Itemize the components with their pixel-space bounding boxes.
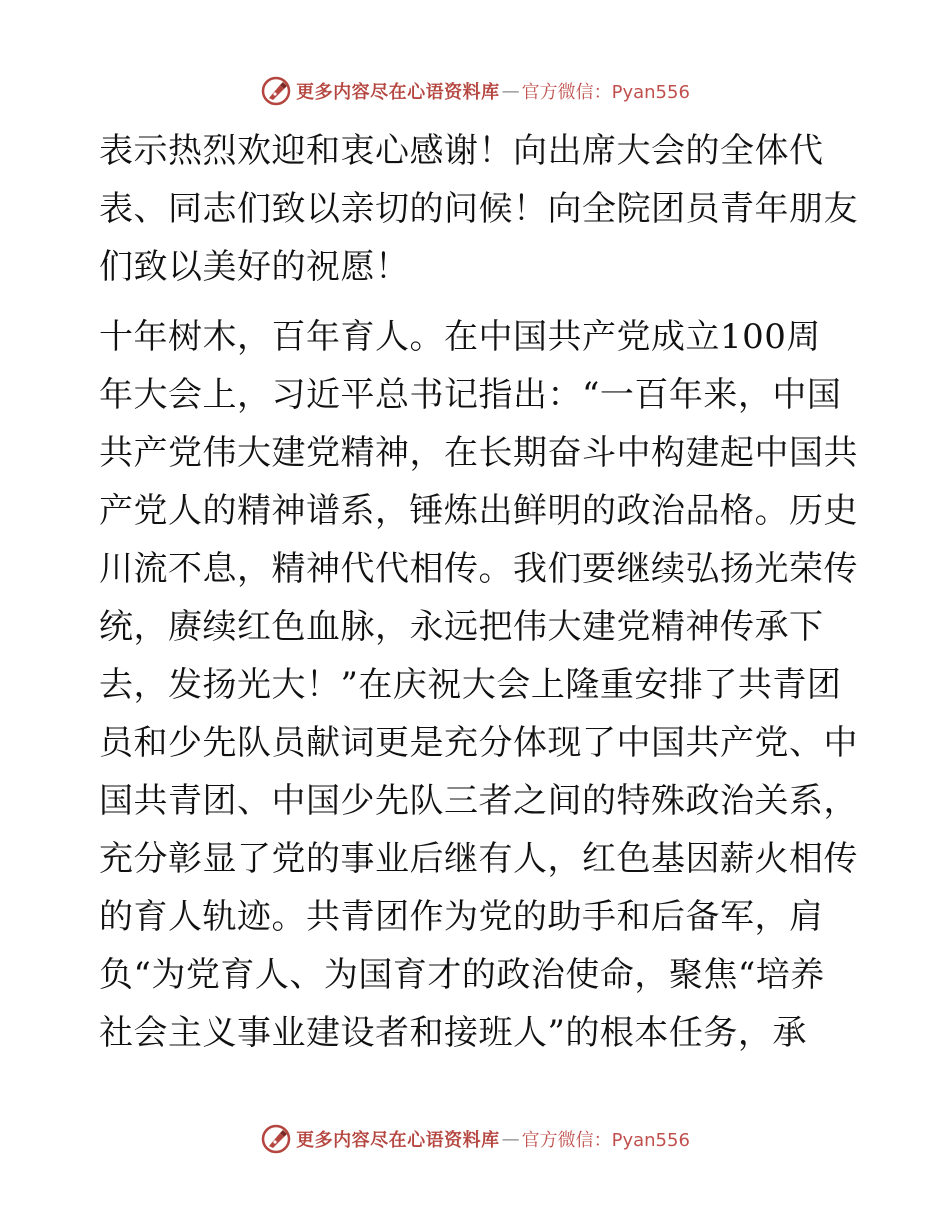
- text-line: 负“为党育人、为国育才的政治使命，聚焦“培养: [99, 955, 825, 995]
- text-line: 年大会上，习近平总书记指出：“一百年来，中国: [99, 375, 842, 415]
- text-line: 川流不息，精神代代相传。我们要继续弘扬光荣传: [99, 549, 858, 589]
- text-line: 去，发扬光大！”在庆祝大会上隆重安排了共青团: [99, 665, 842, 705]
- pen-nib-logo-icon: [260, 75, 292, 107]
- banner-dash: —: [501, 80, 520, 102]
- pen-nib-logo-icon: [260, 1123, 292, 1155]
- text-line: 的育人轨迹。共青团作为党的助手和后备军，肩: [99, 897, 824, 937]
- banner-wechat: 官方微信：Pyan556: [521, 1130, 690, 1151]
- text-line: 社会主义事业建设者和接班人”的根本任务，承: [99, 1013, 807, 1053]
- text-line: 国共青团、中国少先队三者之间的特殊政治关系，: [99, 781, 858, 821]
- banner-dash: —: [501, 1128, 520, 1150]
- banner-title: 更多内容尽在心语资料库: [296, 82, 500, 103]
- banner-wechat: 官方微信：Pyan556: [521, 82, 690, 103]
- banner-title: 更多内容尽在心语资料库: [296, 1130, 500, 1151]
- text-line: 共产党伟大建党精神，在长期奋斗中构建起中国共: [99, 433, 858, 473]
- text-line: 表示热烈欢迎和衷心感谢！向出席大会的全体代: [99, 131, 824, 171]
- header-banner: [0, 74, 950, 108]
- text-line: 充分彰显了党的事业后继有人，红色基因薪火相传: [99, 839, 858, 879]
- text-line: 们致以美好的祝愿！: [99, 247, 410, 287]
- paragraph-2: [99, 308, 859, 1062]
- document-body: [99, 122, 859, 1062]
- text-line: 员和少先队员献词更是充分体现了中国共产党、中: [99, 723, 858, 763]
- footer-banner: [0, 1122, 950, 1156]
- text-line: 产党人的精神谱系，锤炼出鲜明的政治品格。历史: [99, 491, 858, 531]
- paragraph-1: [99, 122, 859, 296]
- paragraph-gap: [99, 296, 859, 308]
- text-line: 表、同志们致以亲切的问候！向全院团员青年朋友: [99, 189, 858, 229]
- text-line: 统，赓续红色血脉，永远把伟大建党精神传承下: [99, 607, 824, 647]
- text-line: 十年树木，百年育人。在中国共产党成立100周: [99, 317, 821, 357]
